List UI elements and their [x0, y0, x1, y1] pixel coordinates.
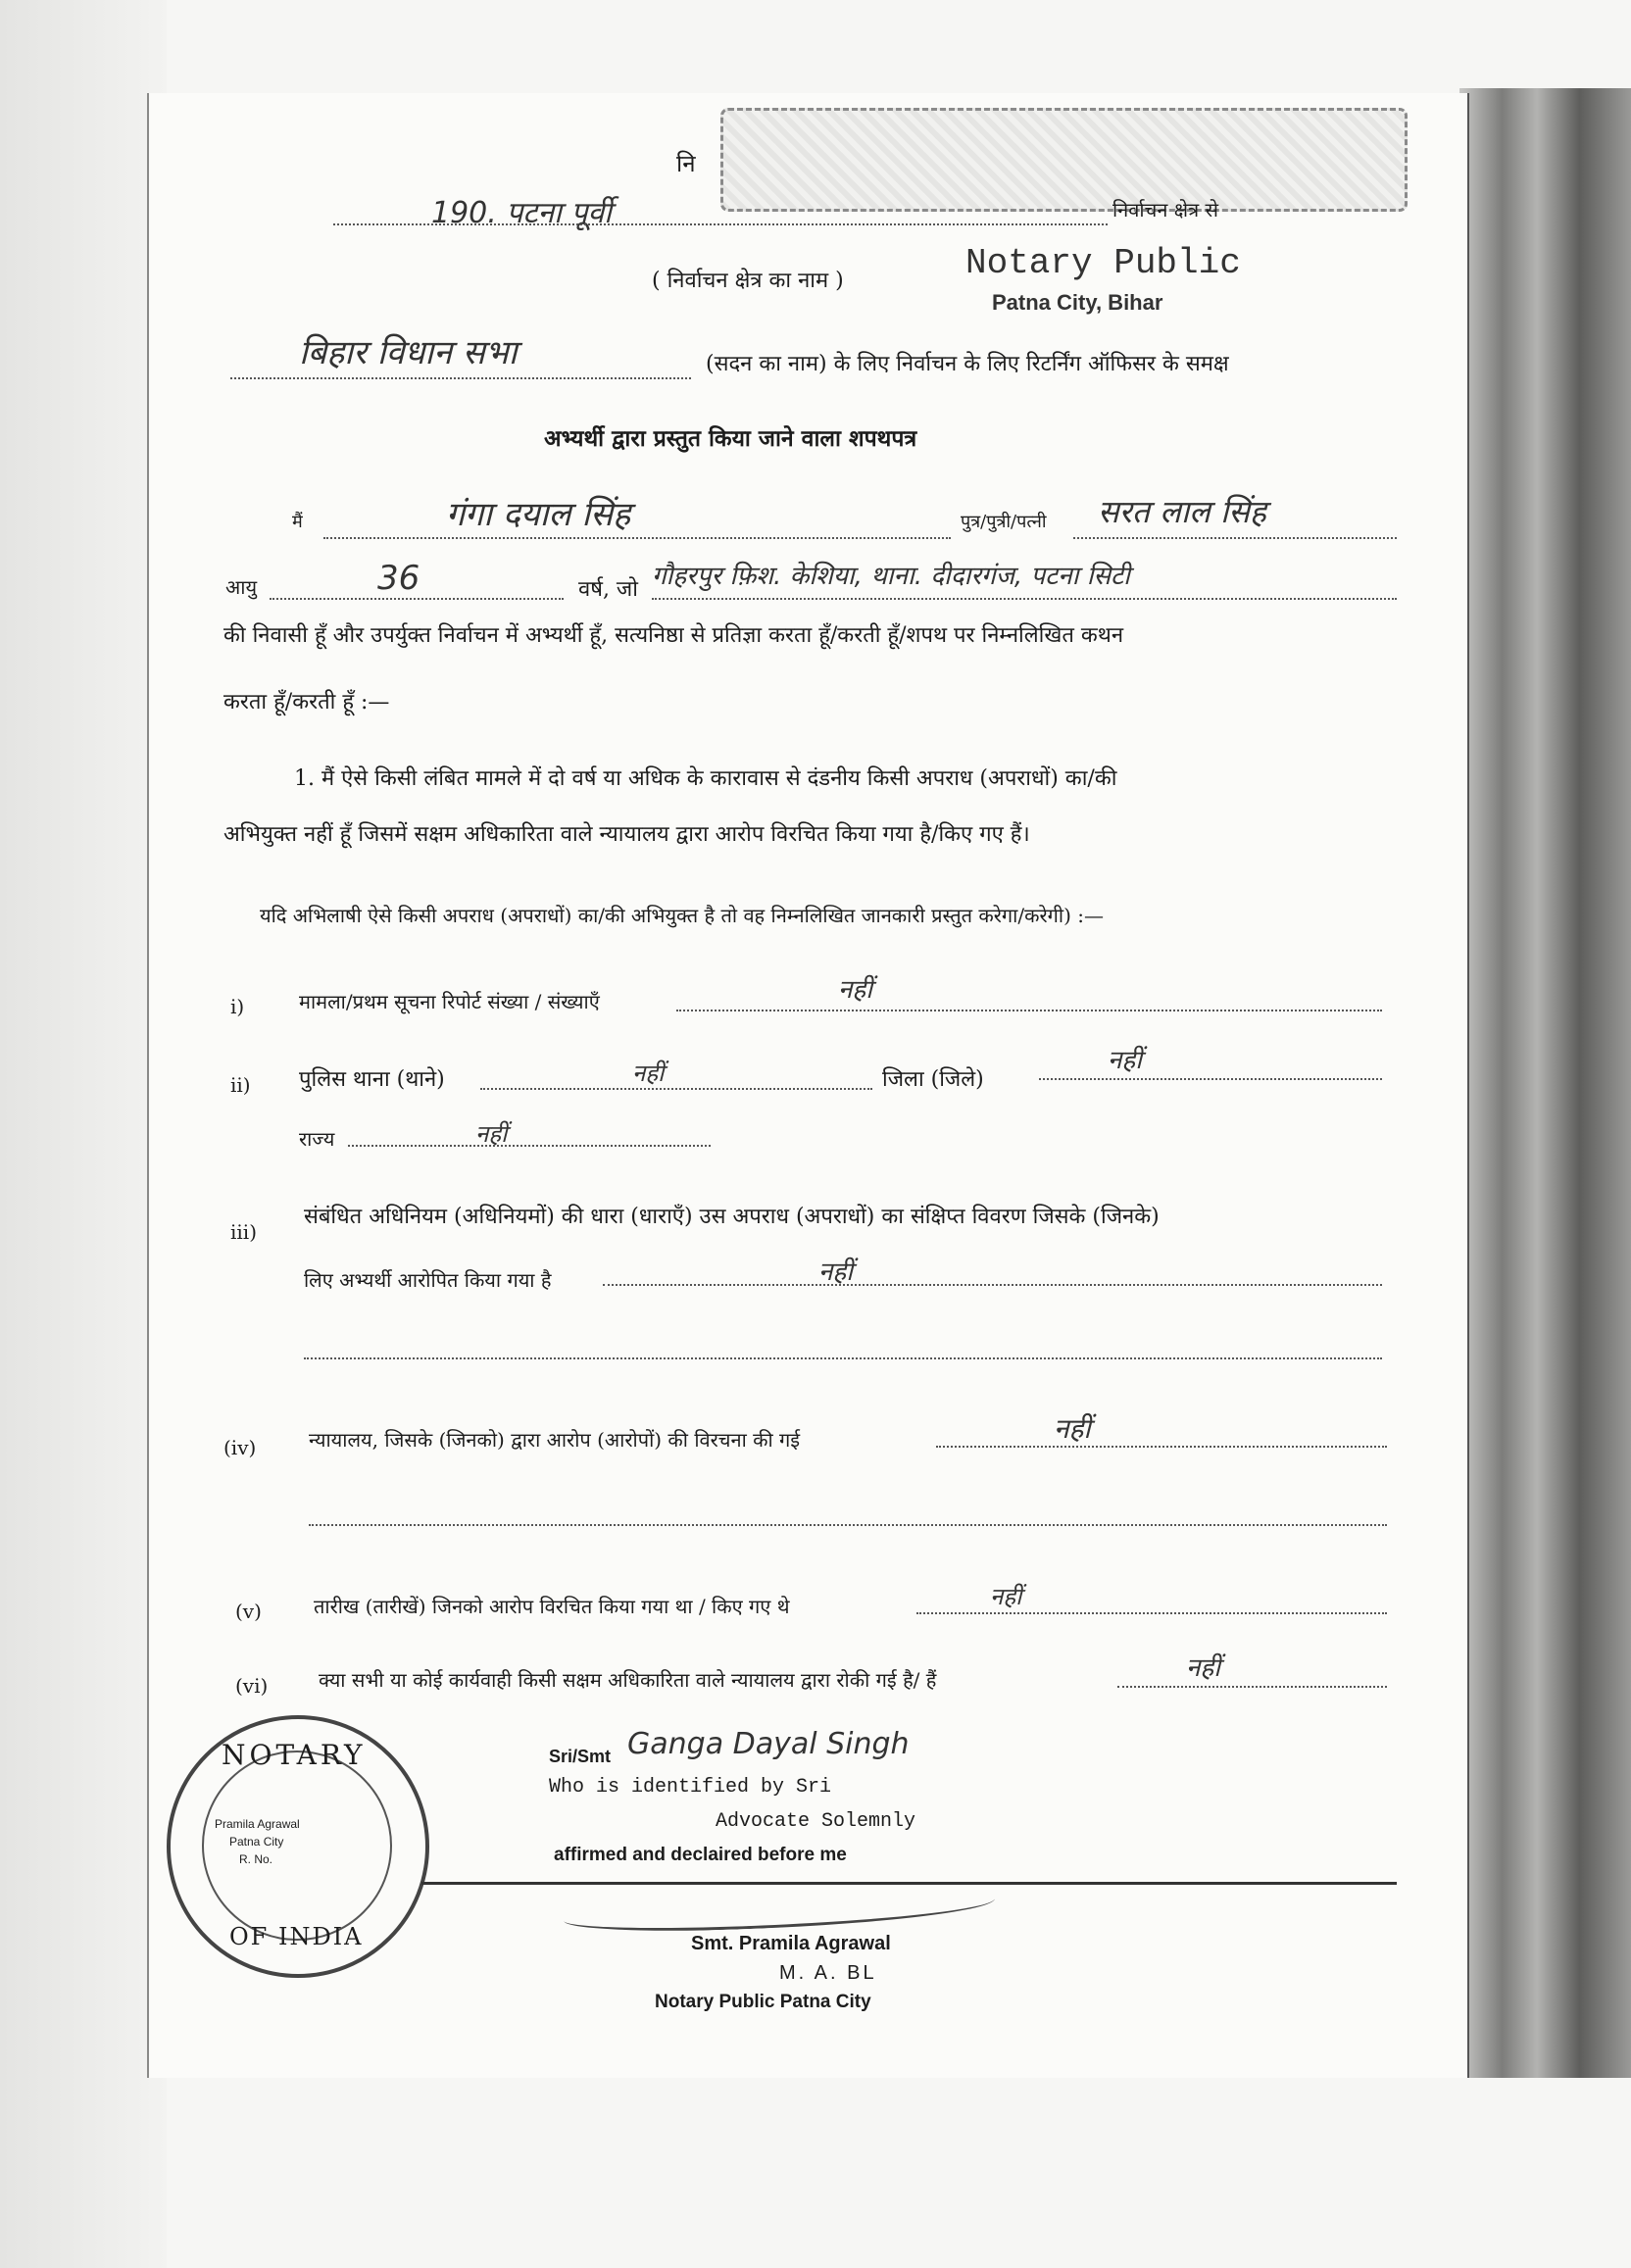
- item-iii-number: iii): [230, 1220, 257, 1244]
- house-dots: [230, 377, 691, 379]
- item-vi-dots: [1117, 1686, 1387, 1688]
- age-prefix: आयु: [225, 575, 258, 599]
- item-vi-value: नहीं: [1186, 1653, 1220, 1683]
- item-v-dots: [916, 1612, 1387, 1614]
- item-iii-line2: लिए अभ्यर्थी आरोपित किया गया है: [304, 1268, 552, 1292]
- scan-right-shadow: [1459, 88, 1631, 2078]
- constituency-caption: ( निर्वाचन क्षेत्र का नाम ): [652, 269, 844, 293]
- stamp-paper-emblem: [720, 108, 1408, 212]
- notary-seal-line1: Pramila Agrawal: [215, 1817, 300, 1831]
- item-i-label: मामला/प्रथम सूचना रिपोर्ट संख्या / संख्याएँ: [299, 990, 600, 1013]
- item-iii-blank-line: [304, 1357, 1382, 1359]
- identified-line: Who is identified by Sri: [549, 1776, 832, 1799]
- signature-line: [421, 1882, 1397, 1885]
- declaration-line-3: की निवासी हूँ और उपर्युक्त निर्वाचन में अभ्यर्थी हूँ, सत्यनिष्ठा से प्रतिज्ञा करता हूँ/करती हूँ/शपथ पर निम्नलिखित कथन: [223, 623, 1124, 648]
- house-value: बिहार विधान सभा: [299, 333, 518, 372]
- item-iii-value: नहीं: [818, 1257, 853, 1287]
- notary-seal-top-text: NOTARY: [222, 1739, 367, 1771]
- relation-value: सरत लाल सिंह: [1098, 493, 1266, 530]
- notary-seal-bottom-text: OF INDIA: [229, 1923, 364, 1950]
- constituency-prefix: नि: [676, 150, 696, 177]
- relation-dots: [1073, 537, 1397, 539]
- name-dots: [323, 537, 951, 539]
- form-title: अभ्यर्थी द्वारा प्रस्तुत किया जाने वाला शपथपत्र: [544, 425, 917, 452]
- constituency-suffix: निर्वाचन क्षेत्र से: [1112, 198, 1218, 222]
- item-iv-label: न्यायालय, जिसके (जिनको) द्वारा आरोप (आरोपों) की विरचना की गई: [309, 1428, 801, 1452]
- notary-degree: M. A. BL: [779, 1962, 877, 1984]
- notary-seal-line2: Patna City: [229, 1835, 284, 1849]
- clause1-line3: यदि अभिलाषी ऐसे किसी अपराध (अपराधों) का/की अभियुक्त है तो वह निम्नलिखित जानकारी प्रस्तुत करेगा/करेगी) :—: [260, 904, 1104, 927]
- notary-office: Notary Public Patna City: [655, 1992, 871, 2012]
- notary-seal: [167, 1715, 429, 1978]
- item-vi-label: क्या सभी या कोई कार्यवाही किसी सक्षम अधिकारिता वाले न्यायालय द्वारा रोकी गई है/ हैं: [319, 1668, 937, 1692]
- notary-seal-line3: R. No.: [239, 1852, 273, 1866]
- scan-left-margin: [0, 0, 167, 2268]
- item-v-number: (v): [235, 1600, 262, 1623]
- name-value: गंगा दयाल सिंह: [446, 495, 631, 534]
- notary-name: Smt. Pramila Agrawal: [691, 1933, 891, 1954]
- item-iv-blank-line: [309, 1524, 1387, 1526]
- item-ii-district-dots: [1039, 1078, 1382, 1080]
- notary-place: Patna City, Bihar: [992, 290, 1163, 315]
- item-ii-state-label: राज्य: [299, 1127, 335, 1151]
- item-vi-number: (vi): [235, 1674, 269, 1698]
- item-v-label: तारीख (तारीखें) जिनको आरोप विरचित किया गया था / किए गए थे: [314, 1595, 790, 1618]
- age-dots: [270, 598, 564, 600]
- item-ii-value: नहीं: [632, 1060, 665, 1087]
- item-i-dots: [676, 1010, 1382, 1011]
- notary-title: Notary Public: [965, 243, 1241, 283]
- house-caption: (सदन का नाम) के लिए निर्वाचन के लिए रिटर्निंग ऑफिसर के समक्ष: [706, 352, 1229, 376]
- advocate-line: Advocate Solemnly: [716, 1810, 916, 1833]
- address-dots: [652, 598, 1397, 600]
- item-iii-line1: संबंधित अधिनियम (अधिनियमों) की धारा (धाराएँ) उस अपराध (अपराधों) का संक्षिप्त विवरण जिसके (जिनके): [304, 1205, 1160, 1229]
- age-suffix: वर्ष, जो: [578, 577, 638, 602]
- item-ii-state-value: नहीं: [475, 1120, 508, 1148]
- item-iii-dots: [603, 1284, 1382, 1286]
- item-i-value: नहीं: [838, 975, 872, 1005]
- relation-label: पुत्र/पुत्री/पत्नी: [961, 512, 1047, 532]
- sri-signature: Ganga Dayal Singh: [627, 1727, 910, 1761]
- declaration-line-4: करता हूँ/करती हूँ :—: [223, 690, 390, 715]
- item-i-number: i): [230, 995, 245, 1018]
- item-ii-number: ii): [230, 1073, 251, 1097]
- item-ii-district-label: जिला (जिले): [882, 1067, 984, 1092]
- constituency-value: 190. पटना पूर्वी: [431, 196, 612, 230]
- item-ii-district-value: नहीं: [1108, 1046, 1142, 1075]
- item-ii-dots: [480, 1088, 872, 1090]
- item-iv-value: नहीं: [1054, 1412, 1091, 1445]
- affirmed-line: affirmed and declaired before me: [554, 1845, 847, 1865]
- item-ii-state-dots: [348, 1145, 711, 1147]
- item-iv-dots: [936, 1446, 1387, 1448]
- item-ii-label: पुलिस थाना (थाने): [299, 1067, 445, 1092]
- age-value: 36: [377, 559, 420, 598]
- clause1-line2: अभियुक्त नहीं हूँ जिसमें सक्षम अधिकारिता वाले न्यायालय द्वारा आरोप विरचित किया गया है/किए गए हैं।: [223, 822, 1030, 847]
- constituency-dots: [333, 223, 1108, 225]
- item-v-value: नहीं: [990, 1583, 1022, 1610]
- address-value: गौहरपुर फ़िश. केशिया, थाना. दीदारगंज, पटना सिटी: [652, 562, 1130, 591]
- item-iv-number: (iv): [223, 1436, 257, 1459]
- name-prefix: मैं: [292, 512, 303, 532]
- clause1-line1: 1. मैं ऐसे किसी लंबित मामले में दो वर्ष या अधिक के कारावास से दंडनीय किसी अपराध (अपराधों) का/की: [294, 766, 1117, 791]
- sri-label: Sri/Smt: [549, 1747, 612, 1766]
